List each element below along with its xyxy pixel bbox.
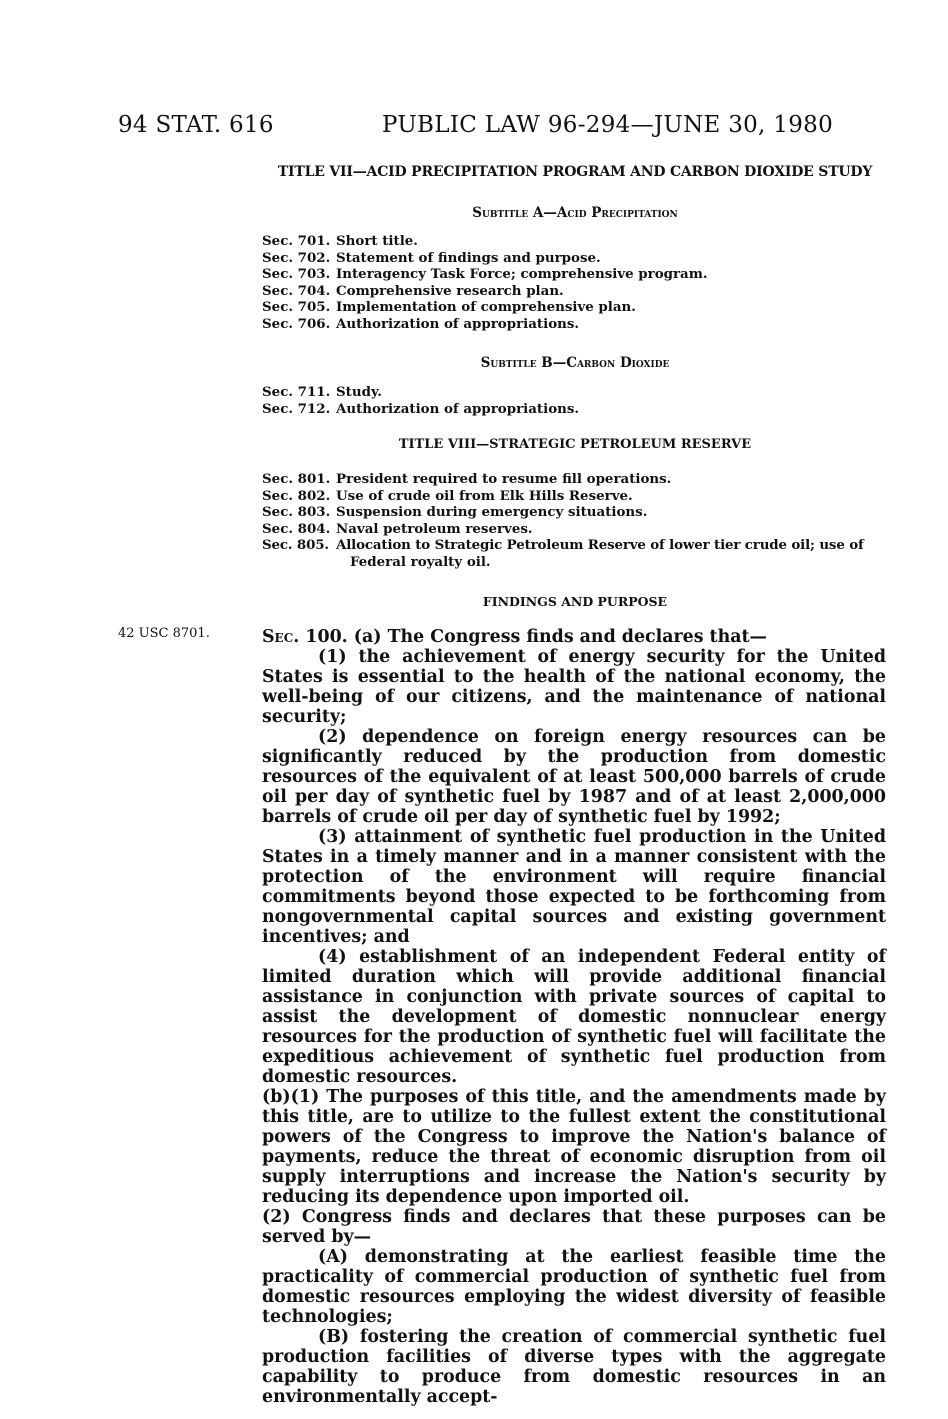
toc-item-num: Sec. 705.	[262, 299, 331, 316]
toc-item-num: Sec. 801.	[262, 471, 331, 487]
section-intro	[262, 627, 886, 647]
toc-item	[262, 537, 888, 554]
toc-item-text: Suspension during emergency situations.	[336, 504, 648, 521]
toc-title-viii: TITLE VIII—STRATEGIC PETROLEUM RESERVE	[398, 437, 752, 452]
paragraph: (A) demonstrating at the earliest feasible time the practicality of commercial production of synthetic fuel from domestic resources employing the widest diversity of feasible technologies;	[262, 1247, 886, 1327]
toc-item	[262, 233, 888, 250]
paragraph: (4) establishment of an independent Federal entity of limited duration which will provide additional financial assistance in conjunction with private sources of capital to assist the development of domestic nonnuclear energy resources for the production of synthetic fuel will facilitate the expeditious achievement of synthetic fuel production from domestic resources.	[262, 947, 886, 1087]
toc-item-text: Authorization of appropriations.	[336, 400, 580, 417]
toc-item-num: Sec. 703.	[262, 266, 331, 283]
section-heading: FINDINGS AND PURPOSE	[482, 594, 668, 609]
paragraph: (2) dependence on foreign energy resources can be significantly reduced by the production from domestic resources of the equivalent of at least 500,000 barrels of crude oil per day of synthetic fuel by 1987 and of at least 2,000,000 barrels of crude oil per day of synthetic fuel by 1992;	[262, 727, 886, 827]
toc-subtitle-a: Subtitle A—Acid Precipitation	[472, 205, 678, 221]
toc-item-text: Implementation of comprehensive plan.	[336, 299, 636, 316]
toc-item-num: Sec. 805.	[262, 537, 329, 554]
toc-item-num: Sec. 702.	[262, 249, 331, 266]
toc-item-num: Sec. 701.	[262, 233, 331, 249]
paragraph: (b)(1) The purposes of this title, and the amendments made by this title, are to utilize to the fullest extent the constitutional powers of the Congress to improve the Nation's balance of payments, reduce the threat of economic disruption from oil supply interruptions and increase the Nation's security by reducing its dependence upon imported oil.	[262, 1087, 886, 1207]
usc-margin-note: 42 USC 8701.	[118, 626, 210, 641]
toc-item	[262, 401, 888, 418]
toc-item-text: Short title.	[336, 233, 418, 249]
toc-subtitle-a-list	[262, 233, 888, 333]
toc-item	[262, 471, 888, 488]
toc-item-text: Authorization of appropriations.	[336, 315, 580, 332]
toc-item-num: Sec. 804.	[262, 520, 331, 537]
statute-page-number: 94 STAT. 616	[118, 112, 274, 138]
toc-item-num: Sec. 706.	[262, 315, 331, 332]
toc-item-text: Allocation to Strategic Petroleum Reserve of lower tier crude oil; use of	[336, 537, 864, 554]
toc-item-num: Sec. 802.	[262, 487, 331, 504]
section-body	[262, 627, 886, 1407]
toc-item-num: Sec. 712.	[262, 400, 331, 417]
toc-item-text: Interagency Task Force; comprehensive program.	[336, 266, 708, 283]
toc-subtitle-b: Subtitle B—Carbon Dioxide	[480, 355, 670, 371]
running-header: PUBLIC LAW 96-294—JUNE 30, 1980	[382, 112, 834, 138]
paragraph: (1) the achievement of energy security for the United States is essential to the health of the national economy, the well-being of our citizens, and the maintenance of national security;	[262, 647, 886, 727]
paragraph: (B) fostering the creation of commercial synthetic fuel production facilities of diverse types with the aggregate capability to produce from domestic resources in an environmentally accept-	[262, 1327, 886, 1407]
toc-item-text: Naval petroleum reserves.	[336, 520, 533, 537]
toc-item	[262, 283, 888, 300]
toc-item-num: Sec. 711.	[262, 384, 331, 400]
toc-item-continuation: Federal royalty oil.	[350, 553, 491, 570]
toc-item	[262, 250, 888, 267]
toc-item-num: Sec. 704.	[262, 282, 331, 299]
toc-item-text: Statement of findings and purpose.	[336, 249, 601, 266]
toc-item	[262, 384, 888, 401]
toc-item	[262, 488, 888, 505]
toc-item-text: Study.	[336, 384, 382, 400]
section-intro-text: 100. (a) The Congress finds and declares that—	[305, 627, 767, 647]
section-label: Sec.	[262, 627, 300, 647]
toc-item-num: Sec. 803.	[262, 504, 331, 521]
toc-item-text: Use of crude oil from Elk Hills Reserve.	[336, 487, 633, 504]
toc-subtitle-b-list	[262, 384, 888, 417]
paragraph: (3) attainment of synthetic fuel production in the United States in a timely manner and in a manner consistent with the protection of the environment will require financial commitments beyond those expected to be forthcoming from nongovernmental capital sources and existing government incentives; and	[262, 827, 886, 947]
toc-item	[262, 299, 888, 316]
toc-item	[262, 316, 888, 333]
toc-item	[262, 504, 888, 521]
toc-item	[262, 521, 888, 538]
toc-item	[262, 266, 888, 283]
toc-item-text: President required to resume fill operations.	[336, 471, 672, 487]
toc-item-text: Comprehensive research plan.	[336, 282, 564, 299]
toc-title-vii: TITLE VII—ACID PRECIPITATION PROGRAM AND CARBON DIOXIDE STUDY	[277, 164, 873, 180]
toc-title-viii-list	[262, 471, 888, 571]
paragraph: (2) Congress finds and declares that these purposes can be served by—	[262, 1207, 886, 1247]
